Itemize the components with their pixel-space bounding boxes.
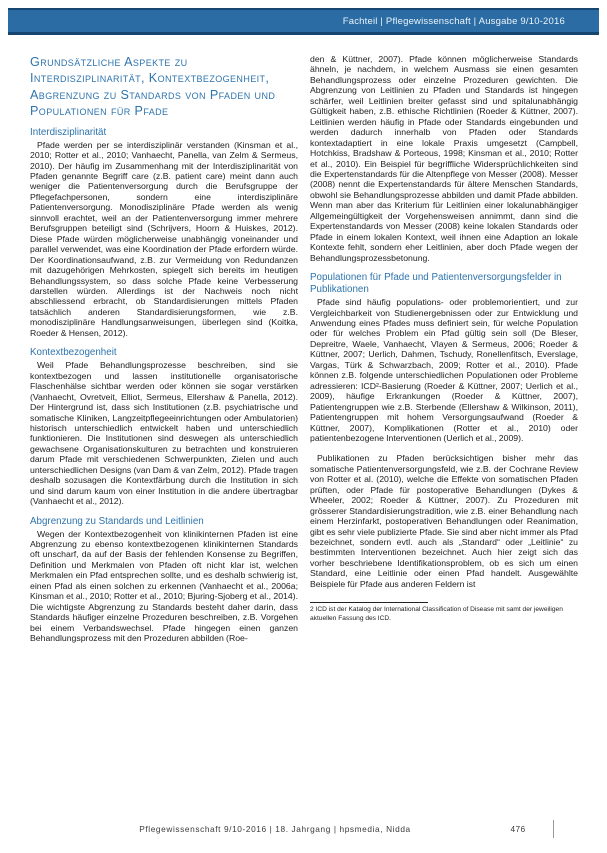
header-bar xyxy=(8,8,599,35)
article-body xyxy=(30,54,578,644)
continuation-paragraph: den & Küttner, 2007). Pfade können möglicherweise Standards ähneln, je nachdem, in welchem Ausmass sie einen gesamten Behandlungsprozess oder einzelne Prozeduren gewichten. Die Abgrenzung von Leitlinien zu Pfaden und Standards ist hingegen schärfer, weil Leitlinien breiter gefasst sind und spitalunabhängig Gültigkeit haben, z.B. ethische Richtlinien (Roeder & Küttner, 2007). Leitlinien werden häufig in Pfade oder Standards eingebunden und werden dadurch innerhalb von Pfaden oder Standards kontextadaptiert in eine lokale Praxis umgesetzt (Campbell, Hotchkiss, Bradshaw & Porteous, 1998; Kinsman et al., 2010; Rotter et al., 2010). Ein Beispiel für begriffliche Widersprüchlichkeiten sind die Expertenstandards für die Altenpflege von Messer (2008). Messer (2008) nennt die Expertenstandards für ältere Menschen Standards, obwohl sie Behandlungsprozesse abbilden und damit Pfade abbilden. Wenn man aber das Kriterium für Leitlinien einer lokalunabhängiger Allgemeingültigkeit der Vorgehensweisen annimmt, dann sind die Expertenstandards von Messer (2008) keine lokalen Standards oder Pfade in einem lokalen Kontext, weil ihnen eine Adaption an lokale Kontexte fehlt, sondern eher Leitlinien, aber doch Pfade wegen der Behandlungsprozessbetonung. xyxy=(310,54,578,263)
paragraph: Wegen der Kontextbezogenheit von klinikinternen Pfaden ist eine Abgrenzung zu ebenso kontextbezogenen klinikinternen Standards oft unscharf, da auf der Basis der fehlenden Konsense zu Begriffen, Definition und Merkmalen von Pfaden oft nicht klar ist, welchen Merkmalen ein Pfad entsprechen sollte, und es deshalb schwierig ist, einen Pfad als einen solchen zu erkennen (Vanhaecht et al., 2006a; Kinsman et al., 2010; Rotter et al., 2010; Bjuring-Sjoberg et al., 2014). Die wichtigste Abgrenzung zu Standards besteht daher darin, dass Standards häufiger einzelne Prozeduren beschreiben, z.B. Vorgehen bei einem Verbandswechsel. Pfade hingegen einen ganzen Behandlungsprozess mit den Prozeduren abbilden (Roe- xyxy=(30,528,298,644)
page-number: 476 xyxy=(510,824,526,834)
section-heading-abgrenzung: Abgrenzung zu Standards und Leitlinien xyxy=(30,515,204,527)
right-column xyxy=(310,54,578,644)
section-heading-populationen: Populationen für Pfade und Patientenversorgungsfelder in Publikationen xyxy=(310,272,562,295)
footer-divider xyxy=(553,820,554,838)
paragraph: Weil Pfade Behandlungsprozesse beschreiben, sind sie kontextbezogen und lassen institutionelle organisatorische Flaschenhälse sichtbar werden oder können sie sogar verstärken (Vanhaecht, Ovretveit, Elliot, Sermeus, Ellershaw & Panella, 2012). Der Hintergrund ist, dass sich Institutionen (z.B. psychiatrische und somatische Kliniken, Langzeitpflegeeinrichtungen oder Ambulatorien) historisch unterschiedlich entwickelt haben und unterschiedlich funktionieren. Die Institutionen sind deswegen als unterschiedlich gewachsene Organisationskulturen zu betrachten und konstruieren darum Pfade mit verschiedenen Schwerpunkten, Zielen und auch unterschiedlichen Designs (van Dam & van Zelm, 2012). Pfade tragen deshalb sozusagen die Kontextfärbung durch die Institution in sich und sind darum kaum von einer Institution in die andere übertragbar (Vanhaecht et al., 2012). xyxy=(30,360,298,507)
footnote-icd: 2 ICD ist der Katalog der International Classification of Disease mit samt der jeweiligen aktuellen Fassung des ICD. xyxy=(310,606,563,622)
article-title: Grundsätzliche Aspekte zu Interdisziplinarität, Kontextbezogenheit, Abgrenzung zu Standards von Pfaden und Populationen für Pfade xyxy=(30,55,276,119)
section-heading-kontextbezogenheit: Kontextbezogenheit xyxy=(30,347,117,359)
footnote-separator xyxy=(310,602,428,603)
footer-journal-info: Pflegewissenschaft 9/10-2016 | 18. Jahrgang | hpsmedia, Nidda xyxy=(139,824,411,834)
paragraph: Pfade sind häufig populations- oder problemorientiert, und zur Vergleichbarkeit von Studienergebnissen oder zur Entwicklung und Anwendung eines Pfades muss definiert sein, für welche Population oder für welches Problem ein Pfad gültig sein soll (De Bleser, Depreitre, Waele, Vanhaecht, Vlayen & Sermeus, 2006; Roeder & Küttner, 2007; Uerlich, Dahmen, Tschudy, Ronellenfitsch, Everslage, Vargas, Türk & Schwarzbach, 2009; Rotter et al., 2010). Pfade können z.B. folgende unterschiedlichen Populationen oder Probleme adressieren: ICD²-Basierung (Roeder & Küttner, 2007; Uerlich et al., 2009), häufige Erkrankungen (Roeder & Küttner, 2007), Patientengruppen wie z.B. Sterbende (Ellershaw & Wilkinson, 2011), Patientengruppen mit hohem Versorgungsaufwand (Roeder & Küttner, 2007), Komplikationen (Rotter et al., 2010) oder patientenbezogene Interventionen (Uerlich et al., 2009). xyxy=(310,297,578,443)
header-running-title: Fachteil | Pflegewissenschaft | Ausgabe 9/10-2016 xyxy=(342,15,565,27)
section-heading-interdisziplinaritaet: Interdisziplinarität xyxy=(30,126,107,138)
page-footer xyxy=(30,822,577,840)
paragraph: Pfade werden per se interdisziplinär verstanden (Kinsman et al., 2010; Rotter et al., 2010; Vanhaecht, Panella, van Zelm & Sermeus, 2010). Der häufig im Zusammenhang mit der Interdisziplinarität von Pfaden genannte Begriff care (z.B. patient care) meint dann auch weniger die Patientenversorgung durch die Berufsgruppe der Pflegefachpersonen, sondern eine interdisziplinäre Patientenversorgung. Monodisziplinäre Pfade werden als wenig sinnvoll erachtet, weil an der Patientenversorgung immer mehrere Berufsgruppen beteiligt sind (Schrijvers, Hoorn & Huiskes, 2012). Diese Pfade würden möglicherweise unabhängig voneinander und parallel verwendet, was eine Koordination der Pfade erfordern würde. Der Koordinationsaufwand, z.B. zur Vermeidung von Redundanzen mit dazugehörigen Mehrkosten, spiegelt sich bereits im heutigen Behandlungssystem, so dass solche Pfade keine Verbesserung darstellen würden. Allerdings ist der Nachweis noch nicht abschliessend erbracht, ob Standardisierungen mittels Pfaden tatsächlich anderen Standardisierungsformen, wie z.B. monodisziplinäre Handlungsanweisungen, überlegen sind (Koitka, Roeder & Hensen, 2012). xyxy=(30,139,298,338)
left-column xyxy=(30,54,298,644)
paragraph: Publikationen zu Pfaden berücksichtigen bisher mehr das somatische Patientenversorgungsfeld, wie z.B. der Cochrane Review von Rotter et al. (2010), welche die Effekte von somatischen Pfaden prüften, oder Pfade für postoperative Behandlungen (Dykes & Wheeler, 2002; Roeder & Küttner, 2007). Zu Prozeduren mit grösserer Standardisierungstradition, wie z.B. einer Behandlung nach einem Herzinfarkt, postoperativen Behandlungen oder Reanimation, gibt es sehr viele publizierte Pfade. Sie sind aber nicht immer als Pfad bezeichnet, sondern evtl. auch als „Standard“ oder „Leitlinie“ zu bestimmten Interventionen bezeichnet. Auch hier zeigt sich das vorher beschriebene Identifikationsproblem, ob es sich um einen Standard, eine Leitlinie oder einen Pfad handelt. Ausgewählte Beispiele für Pfade aus anderen Feldern ist xyxy=(310,453,578,589)
